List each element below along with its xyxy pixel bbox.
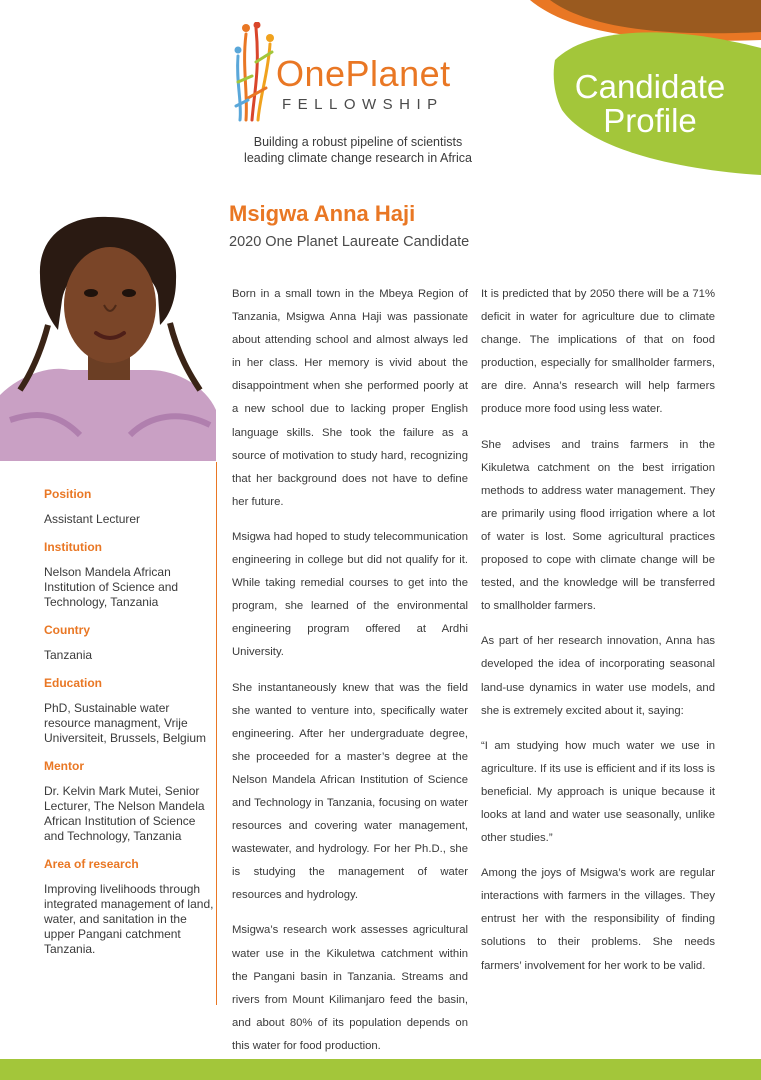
profile-sidebar (44, 480, 216, 957)
candidate-profile-title (555, 70, 745, 138)
body-paragraph: It is predicted that by 2050 there will be a 71% deficit in water for agriculture due to climate change. The implications of that on food production, especially for smallholder farmers, are dire. Anna’s research will help farmers produce more food using less water. (481, 288, 715, 416)
position-value: Assistant Lecturer (44, 512, 141, 526)
position-label: Position (44, 487, 92, 501)
education-label: Education (44, 676, 103, 690)
research-area-label: Area of research (44, 857, 139, 871)
body-paragraph: As part of her research innovation, Anna has developed the idea of incorporating seasonal land-use dynamics in water use models, and she is extremely excited about it, saying: (481, 635, 715, 717)
logo-wordmark (276, 53, 451, 94)
corner-title-line-1: Candidate (574, 68, 726, 105)
body-paragraph: Msigwa had hoped to study telecommunication engineering in college but did not qualify for it. While taking remedial courses to get into the program, she learned of the environmental engineering program offered at Ardhi University. (232, 530, 468, 659)
tagline-line-1: Building a robust pipeline of scientists (253, 135, 463, 149)
one-planet-logo-icon (232, 22, 276, 122)
body-column-left (232, 283, 468, 1070)
tagline-line-2: leading climate change research in Africa (244, 151, 472, 165)
logo-planet-text: Planet (345, 53, 451, 94)
candidate-name: Msigwa Anna Haji (229, 201, 416, 226)
institution-label: Institution (44, 540, 102, 554)
candidate-photo (0, 205, 216, 461)
body-quote: “I am studying how much water we use in agriculture. If its use is efficient and if its loss is beneficial. My approach is unique because it looks at land and water use seasonally, unlike other studies.” (481, 739, 715, 845)
candidate-subtitle: 2020 One Planet Laureate Candidate (229, 234, 470, 250)
body-paragraph: Born in a small town in the Mbeya Region of Tanzania, Msigwa Anna Haji was passionate about attending school and almost always led in her class. Her memory is vivid about the disappointment when she performed poorly at a new school due to lacking proper English language skills. She took the failure as a source of motivation to study hard, recognizing that her background does not have to define her future. (232, 288, 468, 508)
mentor-label: Mentor (44, 759, 84, 773)
body-paragraph: She instantaneously knew that was the field she wanted to venture into, specifically water engineering. After her undergraduate degree, she proceeded for a master’s degree at the Nelson Mandela African Institution of Science and Technology in Tanzania, focusing on water resources and covering water management, wastewater, and hydrology. For her Ph.D., she is studying the management of water resources and hydrology. (232, 681, 468, 902)
body-paragraph: Among the joys of Msigwa’s work are regular interactions with farmers in the villages. They entrust her with the responsibility of finding solutions to their problems. She needs farmers’ involvement for her work to be valid. (481, 867, 715, 972)
research-area-value: Improving livelihoods through integrated management of land, water, and sanitation in the upper Pangani catchment Tanzania. (44, 882, 214, 956)
body-paragraph: Msigwa’s research work assesses agricultural water use in the Kikuletwa catchment within the Pangani basin in Tanzania. Streams and rivers from Mount Kilimanjaro feed the basin, and about 80% of its population depends on this water for food production. (232, 924, 468, 1052)
country-label: Country (44, 623, 90, 637)
country-value: Tanzania (44, 648, 93, 662)
body-column-right (481, 283, 715, 990)
footer-bar (0, 1059, 761, 1080)
institution-value: Nelson Mandela African Institution of Science and Technology, Tanzania (44, 565, 179, 609)
corner-title-line-2: Profile (603, 102, 697, 139)
logo-one-text: One (276, 53, 346, 94)
mentor-value: Dr. Kelvin Mark Mutei, Senior Lecturer, The Nelson Mandela African Institution of Science and Technology, Tanzania (44, 784, 205, 843)
logo-fellowship-text: FELLOWSHIP (282, 96, 444, 113)
tagline (238, 134, 478, 166)
education-value: PhD, Sustainable water resource managment, Vrije Universiteit, Brussels, Belgium (44, 701, 207, 745)
sidebar-divider (216, 462, 217, 1005)
body-paragraph: She advises and trains farmers in the Kikuletwa catchment on the best irrigation methods to address water management. They are primarily using flood irrigation where a lot of water is lost. Some agricultural practices proposed to cope with climate change will be tested, and the knowledge will be transferred to smallholder farmers. (481, 438, 715, 613)
